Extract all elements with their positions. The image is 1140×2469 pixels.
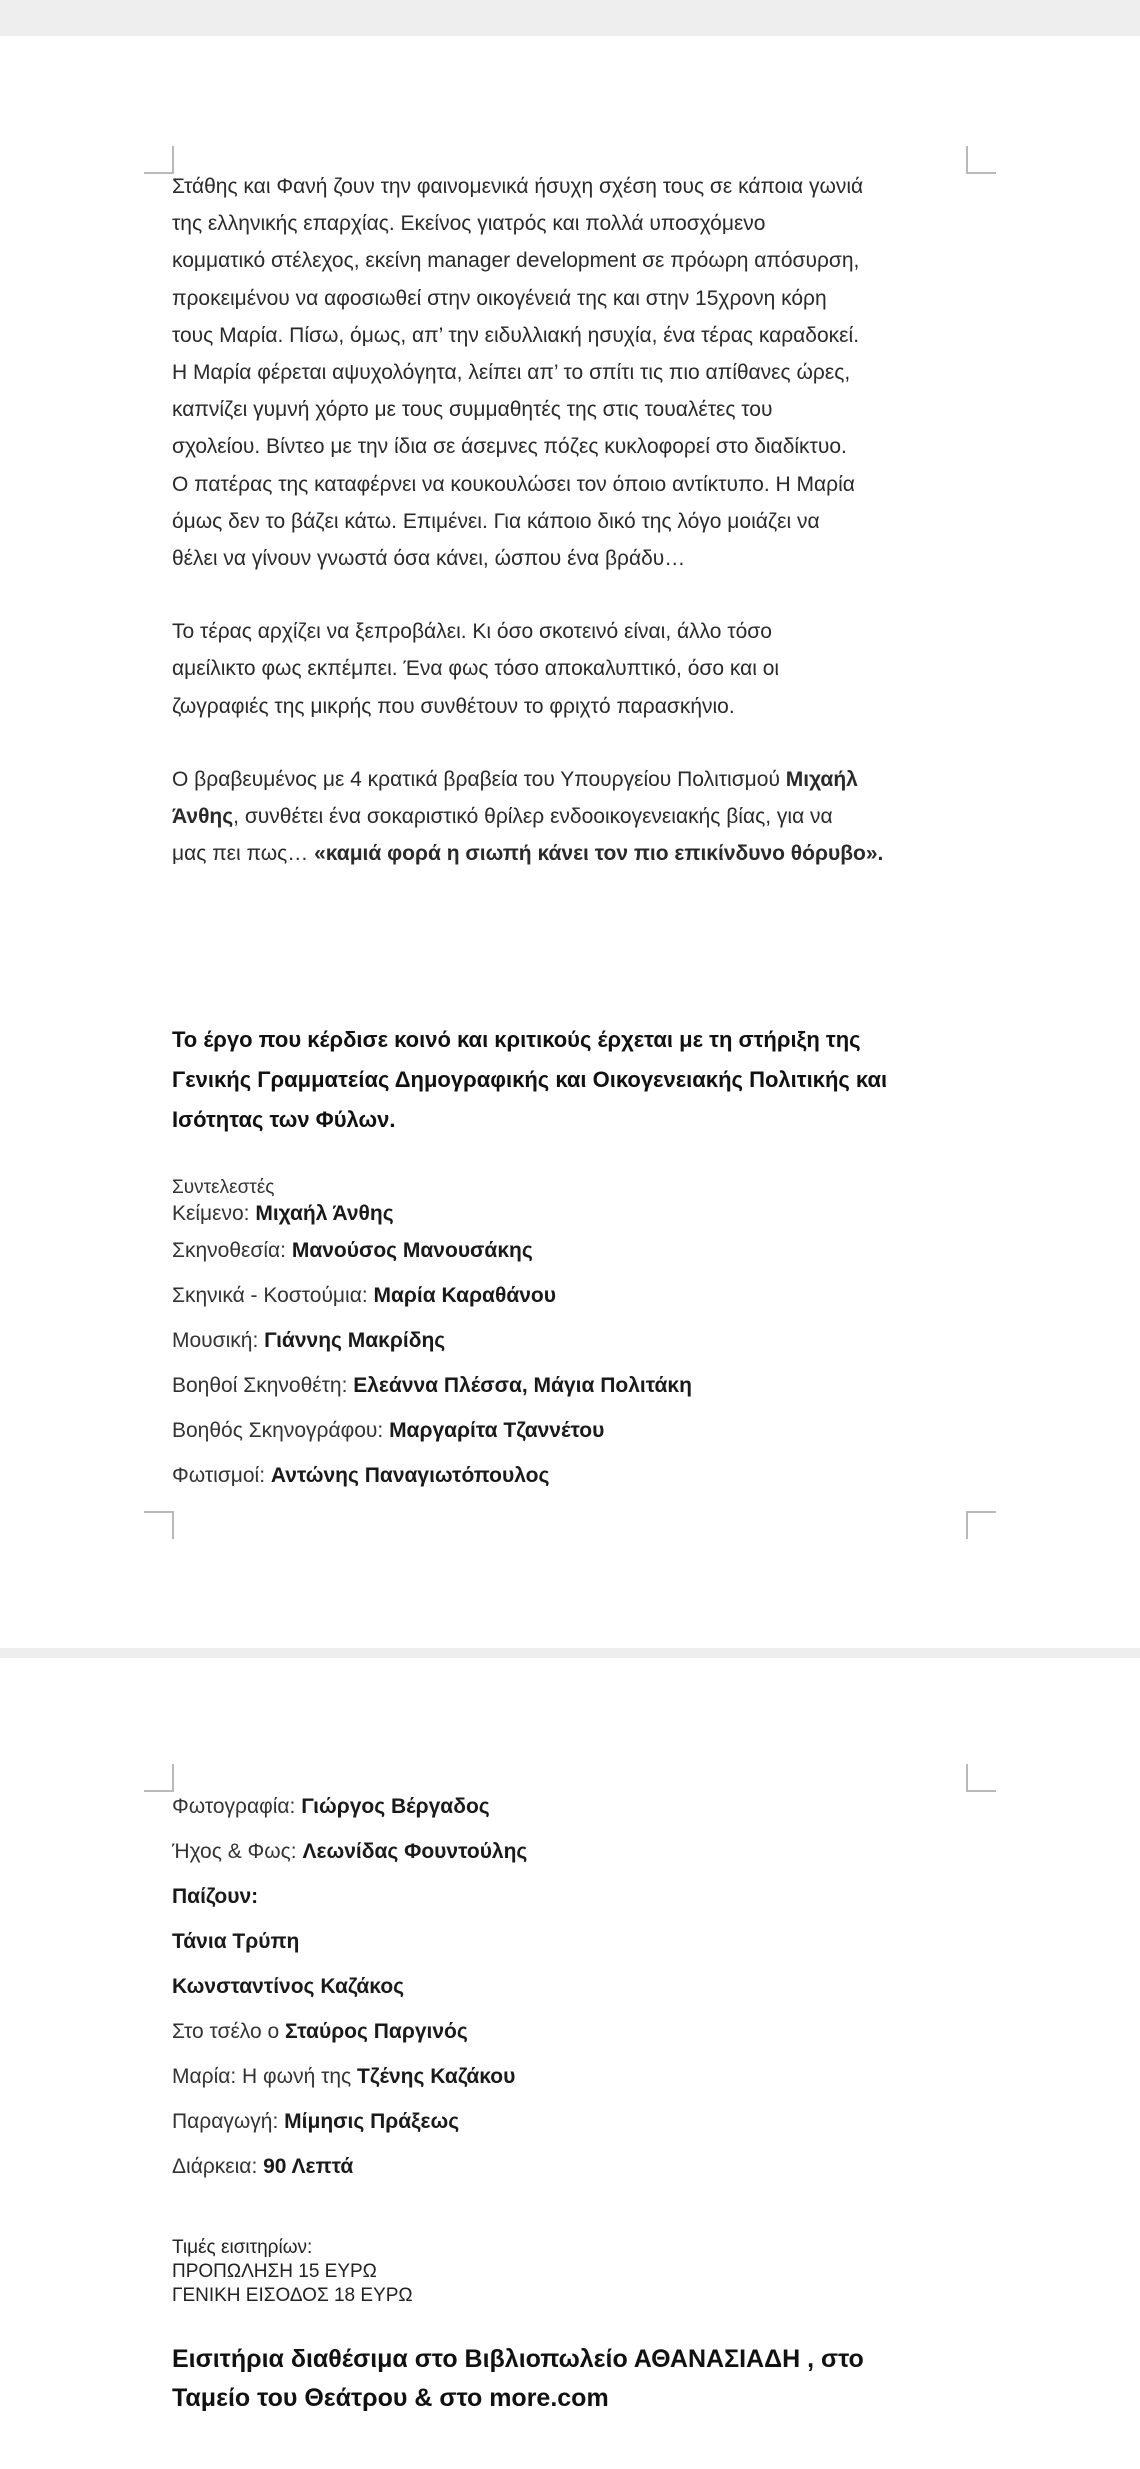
text-line: Στάθης και Φανή ζουν την φαινομενικά ήσυχη σχέση τους σε κάποια γωνιά (172, 175, 864, 198)
credit-value: Γιώργος Βέργαδος (301, 1795, 490, 1818)
margin-mark-top-left (144, 146, 174, 174)
text-line: της ελληνικής επαρχίας. Εκείνος γιατρός και πολλά υποσχόμενο (172, 212, 766, 236)
cast-member (172, 1919, 972, 1964)
text-line: ζωγραφιές της μικρής που συνθέτουν το φριχτό παρασκήνιο. (172, 694, 735, 718)
text-line: Το τέρας αρχίζει να ξεπροβάλει. Κι όσο σκοτεινό είναι, άλλο τόσο (172, 620, 772, 644)
text-line: Ταμείο του Θεάτρου & στο more.com (172, 2384, 609, 2412)
text-line: προκειμένου να αφοσιωθεί στην οικογένειά της και στην 15χρονη κόρη (172, 286, 827, 310)
credit-value: Μανούσος Μανουσάκης (291, 1239, 533, 1262)
credit-value: Τζένης Καζάκου (357, 2065, 516, 2088)
general-admission-price: ΓΕΝΙΚΗ ΕΙΣΟΔΟΣ 18 ΕΥΡΩ (172, 2285, 413, 2306)
award-paragraph (172, 761, 972, 873)
credit-label: Σκηνικά - Κοστούμια: (172, 1284, 374, 1307)
margin-mark-bottom-left (144, 1511, 174, 1539)
credit-line (172, 1453, 972, 1498)
document-page-1 (0, 36, 1140, 1648)
credit-value: Μαρία Καραθάνου (373, 1284, 556, 1307)
credit-label: Βοηθοί Σκηνοθέτη: (172, 1374, 354, 1397)
credit-value: Ελεάννα Πλέσσα, Μάγια Πολιτάκη (353, 1374, 692, 1397)
text-line: όμως δεν το βάζει κάτω. Επιμένει. Για κάποιο δικό της λόγο μοιάζει να (172, 509, 820, 533)
credit-value: Λεωνίδας Φουντούλης (302, 1840, 528, 1863)
credit-value: Μίμησις Πράξεως (284, 2110, 460, 2133)
credit-line (172, 1784, 972, 1829)
credit-line (172, 2099, 972, 2144)
credit-line (172, 1273, 972, 1318)
text-line: Ισότητας των Φύλων. (172, 1107, 396, 1132)
credit-label: Κείμενο: (172, 1202, 256, 1225)
credit-value: Σταύρος Παργινός (285, 2020, 468, 2043)
tickets-title: Τιμές εισιτηρίων: (172, 2237, 313, 2258)
credit-label: Μαρία: Η φωνή της (172, 2065, 358, 2088)
text-line: Το έργο που κέρδισε κοινό και κριτικούς έρχεται με τη στήριξη της (172, 1027, 861, 1052)
text-line: Ο πατέρας της καταφέρνει να κουκουλώσει τον όποιο αντίκτυπο. Η Μαρία (172, 472, 855, 496)
margin-mark-top-left (144, 1764, 174, 1792)
credit-label: Διάρκεια: (172, 2155, 264, 2178)
credit-label: Φωτογραφία: (172, 1795, 302, 1818)
credit-label: Μουσική: (172, 1329, 265, 1352)
credit-line (172, 2144, 972, 2189)
text-line (172, 761, 972, 798)
text-line: καπνίζει γυμνή χόρτο με τους συμμαθητές της στις τουαλέτες του (172, 398, 773, 422)
monster-paragraph (172, 613, 972, 725)
text-line (172, 835, 972, 872)
support-paragraph (172, 1020, 972, 1140)
margin-mark-bottom-right (966, 1511, 996, 1539)
credit-label: Φωτισμοί: (172, 1464, 271, 1487)
text-line: Γενικής Γραμματείας Δημογραφικής και Οικογενειακής Πολιτικής και (172, 1067, 888, 1092)
text-line: Η Μαρία φέρεται αψυχολόγητα, λείπει απ’ το σπίτι τις πιο απίθανες ώρες, (172, 361, 851, 385)
credit-label: Στο τσέλο ο (172, 2020, 286, 2043)
text-line: θέλει να γίνουν γνωστά όσα κάνει, ώσπου ένα βράδυ… (172, 547, 686, 571)
credit-line (172, 2009, 972, 2054)
credit-value: Παίζουν: (172, 1885, 259, 1908)
credit-line (172, 1200, 972, 1228)
credit-line (172, 1228, 972, 1273)
credit-line (172, 1318, 972, 1363)
credits-title: Συντελεστές (172, 1177, 275, 1198)
award-text: μας πει πως… (172, 842, 315, 866)
ticket-availability (172, 2340, 972, 2418)
quote-text: «καμιά φορά η σιωπή κάνει τον πιο επικίνδυνο θόρυβο». (314, 842, 884, 866)
text-line: κομματικό στέλεχος, εκείνη manager development σε πρόωρη απόσυρση, (172, 249, 860, 273)
award-text: , συνθέτει ένα σοκαριστικό θρίλερ ενδοοικογενειακής βίας, για να (233, 805, 833, 829)
credit-value: Γιάννης Μακρίδης (264, 1329, 446, 1352)
credit-value: Μαργαρίτα Τζαννέτου (389, 1419, 605, 1442)
credit-label: Παραγωγή: (172, 2110, 285, 2133)
presale-price: ΠΡΟΠΩΛΗΣΗ 15 ΕΥΡΩ (172, 2261, 377, 2282)
award-text: Ο βραβευμένος με 4 κρατικά βραβεία του Υπουργείου Πολιτισμού (172, 767, 786, 791)
author-name: Μιχαήλ (785, 767, 858, 791)
credits-section (172, 1176, 972, 1498)
text-line: Εισιτήρια διαθέσιμα στο Βιβλιοπωλείο ΑΘΑΝΑΣΙΑΔΗ , στο (172, 2345, 864, 2373)
author-surname: Άνθης (172, 805, 234, 829)
credit-line (172, 1363, 972, 1408)
credit-value: Μιχαήλ Άνθης (255, 1202, 394, 1225)
credit-value: Αντώνης Παναγιωτόπουλος (270, 1464, 550, 1487)
credit-value: 90 Λεπτά (263, 2155, 354, 2178)
credit-value: Κωνσταντίνος Καζάκος (172, 1975, 405, 1998)
text-line: τους Μαρία. Πίσω, όμως, απ’ την ειδυλλιακή ησυχία, ένα τέρας καραδοκεί. (172, 323, 860, 347)
credit-line (172, 1829, 972, 1874)
credit-label: Βοηθός Σκηνογράφου: (172, 1419, 390, 1442)
text-line: αμείλικτο φως εκπέμπει. Ένα φως τόσο αποκαλυπτικό, όσο και οι (172, 657, 780, 681)
credit-line (172, 2054, 972, 2099)
credit-line (172, 1408, 972, 1453)
credit-label: Ήχος & Φως: (172, 1840, 303, 1863)
page-1-content (172, 168, 972, 872)
text-line (172, 798, 972, 835)
synopsis-paragraph (172, 168, 972, 577)
text-line: σχολείου. Βίντεο με την ίδια σε άσεμνες πόζες κυκλοφορεί στο διαδίκτυο. (172, 435, 847, 459)
cast-heading (172, 1874, 972, 1919)
ticket-prices (172, 2236, 972, 2308)
credit-label: Σκηνοθεσία: (172, 1239, 292, 1262)
document-page-2 (0, 1658, 1140, 2469)
credit-value: Τάνια Τρύπη (172, 1930, 300, 1953)
page-2-credits (172, 1784, 972, 2189)
cast-member (172, 1964, 972, 2009)
